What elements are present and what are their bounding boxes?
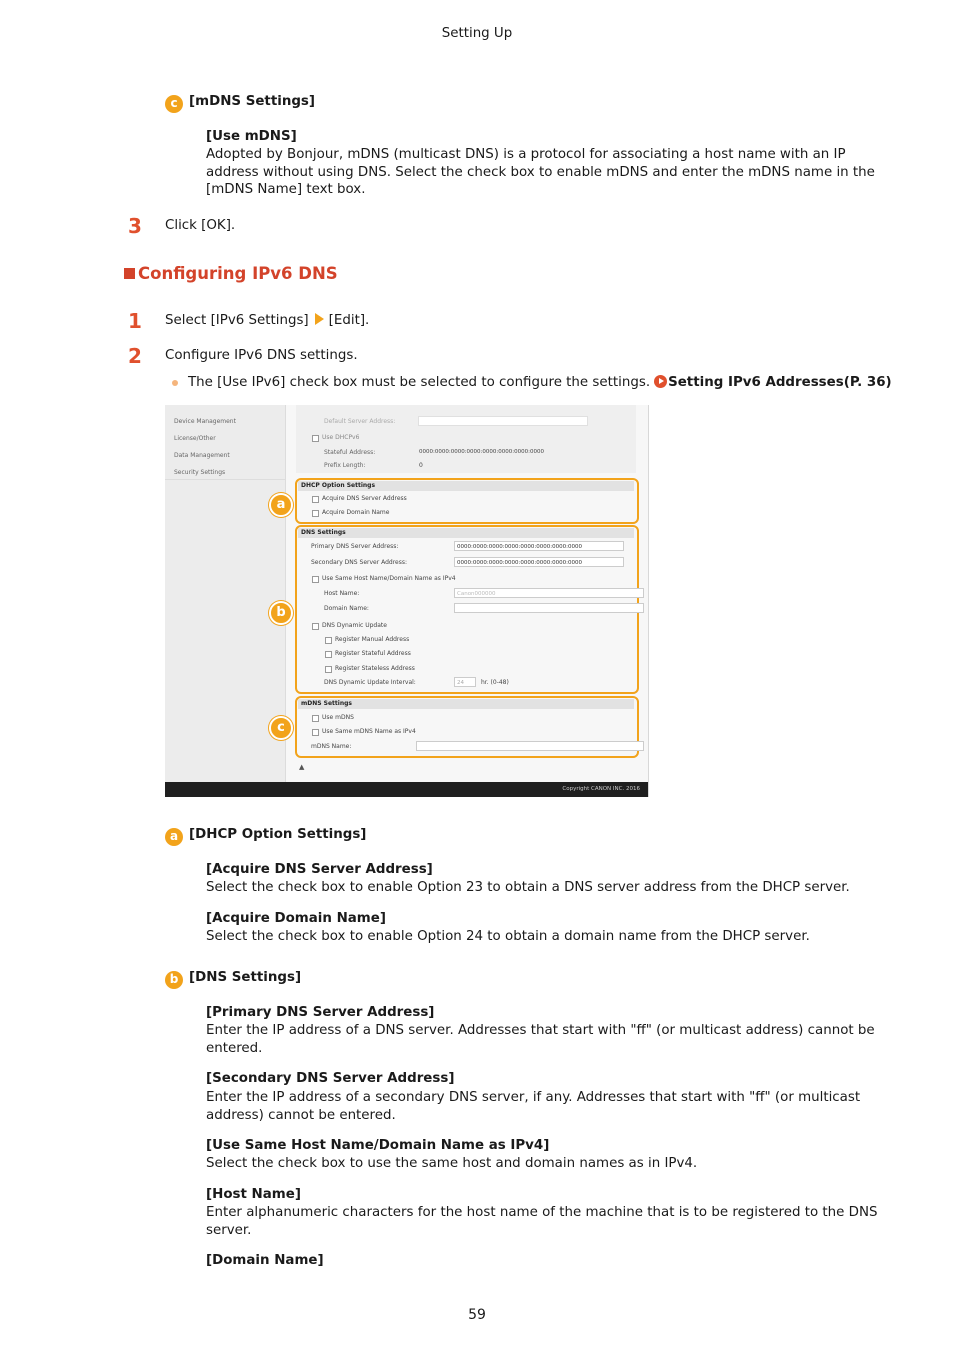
sidebar-item[interactable]: License/Other bbox=[174, 435, 216, 442]
secondary-dns-term: [Secondary DNS Server Address] bbox=[206, 1071, 455, 1086]
prefix-length-value: 0 bbox=[419, 462, 423, 469]
page-number: 59 bbox=[468, 1307, 486, 1323]
mdns-name-label: mDNS Name: bbox=[311, 743, 352, 750]
callout-badge-c: c bbox=[165, 95, 183, 113]
screenshot-footer bbox=[165, 782, 648, 797]
use-same-mdns-checkbox[interactable] bbox=[312, 729, 319, 736]
register-manual-label: Register Manual Address bbox=[335, 636, 410, 643]
secondary-dns-input[interactable]: 0000:0000:0000:0000:0000:0000:0000:0000 bbox=[454, 557, 624, 567]
sidebar-item[interactable]: Security Settings bbox=[174, 469, 226, 476]
default-server-label: Default Server Address: bbox=[324, 418, 396, 425]
settings-screenshot bbox=[165, 405, 649, 797]
desc-line: address) cannot be entered. bbox=[206, 1107, 396, 1123]
update-interval-unit: hr. (0-48) bbox=[481, 679, 509, 686]
register-stateless-label: Register Stateless Address bbox=[335, 665, 415, 672]
dhcp-option-title: [DHCP Option Settings] bbox=[189, 827, 367, 842]
step-number: 2 bbox=[128, 344, 142, 368]
callout-badge-a: a bbox=[165, 828, 183, 846]
desc-line: Enter the IP address of a DNS server. Addresses that start with "ff" (or multicast address) cannot be bbox=[206, 1023, 875, 1038]
acquire-domain-term: [Acquire Domain Name] bbox=[206, 911, 386, 926]
step-number: 1 bbox=[128, 309, 142, 333]
desc-line: address without using DNS. Select the check box to enable mDNS and enter the mDNS name in the bbox=[206, 164, 875, 180]
dns-settings-title: [DNS Settings] bbox=[189, 970, 302, 985]
use-mdns-label: Use mDNS bbox=[322, 714, 354, 721]
desc-line: Select the check box to use the same host and domain names as in IPv4. bbox=[206, 1156, 698, 1171]
section-title: Configuring IPv6 DNS bbox=[138, 264, 338, 283]
callout-badge-b: b bbox=[165, 971, 183, 989]
desc-line: server. bbox=[206, 1222, 252, 1238]
secondary-dns-label: Secondary DNS Server Address: bbox=[311, 559, 408, 566]
host-name-desc bbox=[206, 1204, 886, 1239]
primary-dns-input[interactable]: 0000:0000:0000:0000:0000:0000:0000:0000 bbox=[454, 541, 624, 551]
callout-badge-b: b bbox=[269, 601, 293, 625]
arrow-right-icon bbox=[315, 313, 324, 325]
step-number: 3 bbox=[128, 214, 142, 238]
register-stateful-checkbox[interactable] bbox=[325, 651, 332, 658]
section-heading bbox=[124, 264, 338, 283]
bullet-icon bbox=[172, 380, 178, 386]
step-text-part: [Edit]. bbox=[328, 313, 370, 328]
use-dhcpv6-label: Use DHCPv6 bbox=[322, 434, 360, 441]
callout-badge-a: a bbox=[269, 493, 293, 517]
acquire-dns-checkbox[interactable] bbox=[312, 496, 319, 503]
dns-settings-header-bar bbox=[298, 528, 634, 538]
use-same-host-label: Use Same Host Name/Domain Name as IPv4 bbox=[322, 575, 456, 582]
domain-name-term: [Domain Name] bbox=[206, 1253, 324, 1268]
acquire-domain-label: Acquire Domain Name bbox=[322, 509, 390, 516]
secondary-dns-desc bbox=[206, 1089, 886, 1124]
mdns-settings-title: [mDNS Settings] bbox=[189, 94, 316, 109]
sidebar-item[interactable]: Data Management bbox=[174, 452, 230, 459]
acquire-domain-desc: Select the check box to enable Option 24 to obtain a domain name from the DHCP server. bbox=[206, 929, 810, 944]
sidebar-divider bbox=[165, 479, 285, 480]
stateful-address-value: 0000:0000:0000:0000:0000:0000:0000:0000 bbox=[419, 449, 544, 455]
callout-badge-c: c bbox=[269, 716, 293, 740]
primary-dns-term: [Primary DNS Server Address] bbox=[206, 1005, 435, 1020]
register-manual-checkbox[interactable] bbox=[325, 637, 332, 644]
copyright-text: Copyright CANON INC. 2016 bbox=[562, 786, 640, 792]
acquire-dns-term: [Acquire DNS Server Address] bbox=[206, 862, 433, 877]
desc-line: Enter alphanumeric characters for the host name of the machine that is to be registered to the DNS bbox=[206, 1205, 878, 1220]
host-name-term: [Host Name] bbox=[206, 1187, 301, 1202]
use-mdns-term: [Use mDNS] bbox=[206, 129, 297, 144]
link-arrow-icon[interactable] bbox=[654, 375, 667, 388]
register-stateful-label: Register Stateful Address bbox=[335, 650, 411, 657]
host-name-label: Host Name: bbox=[324, 590, 360, 597]
step-text bbox=[165, 313, 369, 328]
step-text: Click [OK]. bbox=[165, 218, 236, 233]
mdns-settings-header: mDNS Settings bbox=[301, 700, 352, 707]
acquire-dns-desc: Select the check box to enable Option 23 to obtain a DNS server address from the DHCP server. bbox=[206, 880, 850, 895]
prefix-length-label: Prefix Length: bbox=[324, 462, 366, 469]
screenshot-main bbox=[286, 405, 648, 782]
primary-dns-desc bbox=[206, 1022, 886, 1057]
use-mdns-checkbox[interactable] bbox=[312, 715, 319, 722]
section-marker-icon bbox=[124, 268, 135, 279]
screenshot-sidebar bbox=[165, 405, 286, 782]
register-stateless-checkbox[interactable] bbox=[325, 666, 332, 673]
step-text-part: Select [IPv6 Settings] bbox=[165, 313, 309, 328]
acquire-domain-checkbox[interactable] bbox=[312, 510, 319, 517]
cross-reference-link[interactable]: Setting IPv6 Addresses(P. 36) bbox=[668, 375, 892, 390]
domain-name-input[interactable] bbox=[454, 603, 644, 613]
dns-settings-header: DNS Settings bbox=[301, 529, 346, 536]
use-same-mdns-label: Use Same mDNS Name as IPv4 bbox=[322, 728, 416, 735]
use-dhcpv6-checkbox[interactable] bbox=[312, 435, 319, 442]
back-to-top-icon[interactable]: ▲ bbox=[299, 763, 305, 771]
desc-line: Enter the IP address of a secondary DNS server, if any. Addresses that start with "ff" (or multicast bbox=[206, 1090, 861, 1105]
host-name-input[interactable]: Canon000000 bbox=[454, 588, 644, 598]
default-server-input[interactable] bbox=[418, 416, 588, 426]
stateful-address-label: Stateful Address: bbox=[324, 449, 376, 456]
primary-dns-label: Primary DNS Server Address: bbox=[311, 543, 399, 550]
update-interval-input[interactable]: 24 bbox=[454, 677, 476, 687]
bullet-text bbox=[188, 375, 892, 390]
desc-line: entered. bbox=[206, 1040, 263, 1056]
dns-dynamic-update-label: DNS Dynamic Update bbox=[322, 622, 387, 629]
use-same-host-desc bbox=[206, 1155, 886, 1173]
dns-dynamic-update-checkbox[interactable] bbox=[312, 623, 319, 630]
page-header: Setting Up bbox=[441, 26, 513, 41]
use-same-host-checkbox[interactable] bbox=[312, 576, 319, 583]
use-mdns-desc bbox=[206, 146, 886, 199]
bullet-text-body: The [Use IPv6] check box must be selected to configure the settings. bbox=[188, 375, 651, 390]
sidebar-item[interactable]: Device Management bbox=[174, 418, 236, 425]
desc-line: [mDNS Name] text box. bbox=[206, 182, 366, 197]
dhcp-option-header: DHCP Option Settings bbox=[301, 482, 376, 489]
mdns-name-input[interactable] bbox=[416, 741, 644, 751]
step-text: Configure IPv6 DNS settings. bbox=[165, 348, 358, 363]
acquire-dns-label: Acquire DNS Server Address bbox=[322, 495, 407, 502]
domain-name-label: Domain Name: bbox=[324, 605, 369, 612]
update-interval-label: DNS Dynamic Update Interval: bbox=[324, 679, 416, 686]
desc-line: Adopted by Bonjour, mDNS (multicast DNS) is a protocol for associating a host name with an IP bbox=[206, 147, 846, 162]
use-same-host-term: [Use Same Host Name/Domain Name as IPv4] bbox=[206, 1138, 550, 1153]
